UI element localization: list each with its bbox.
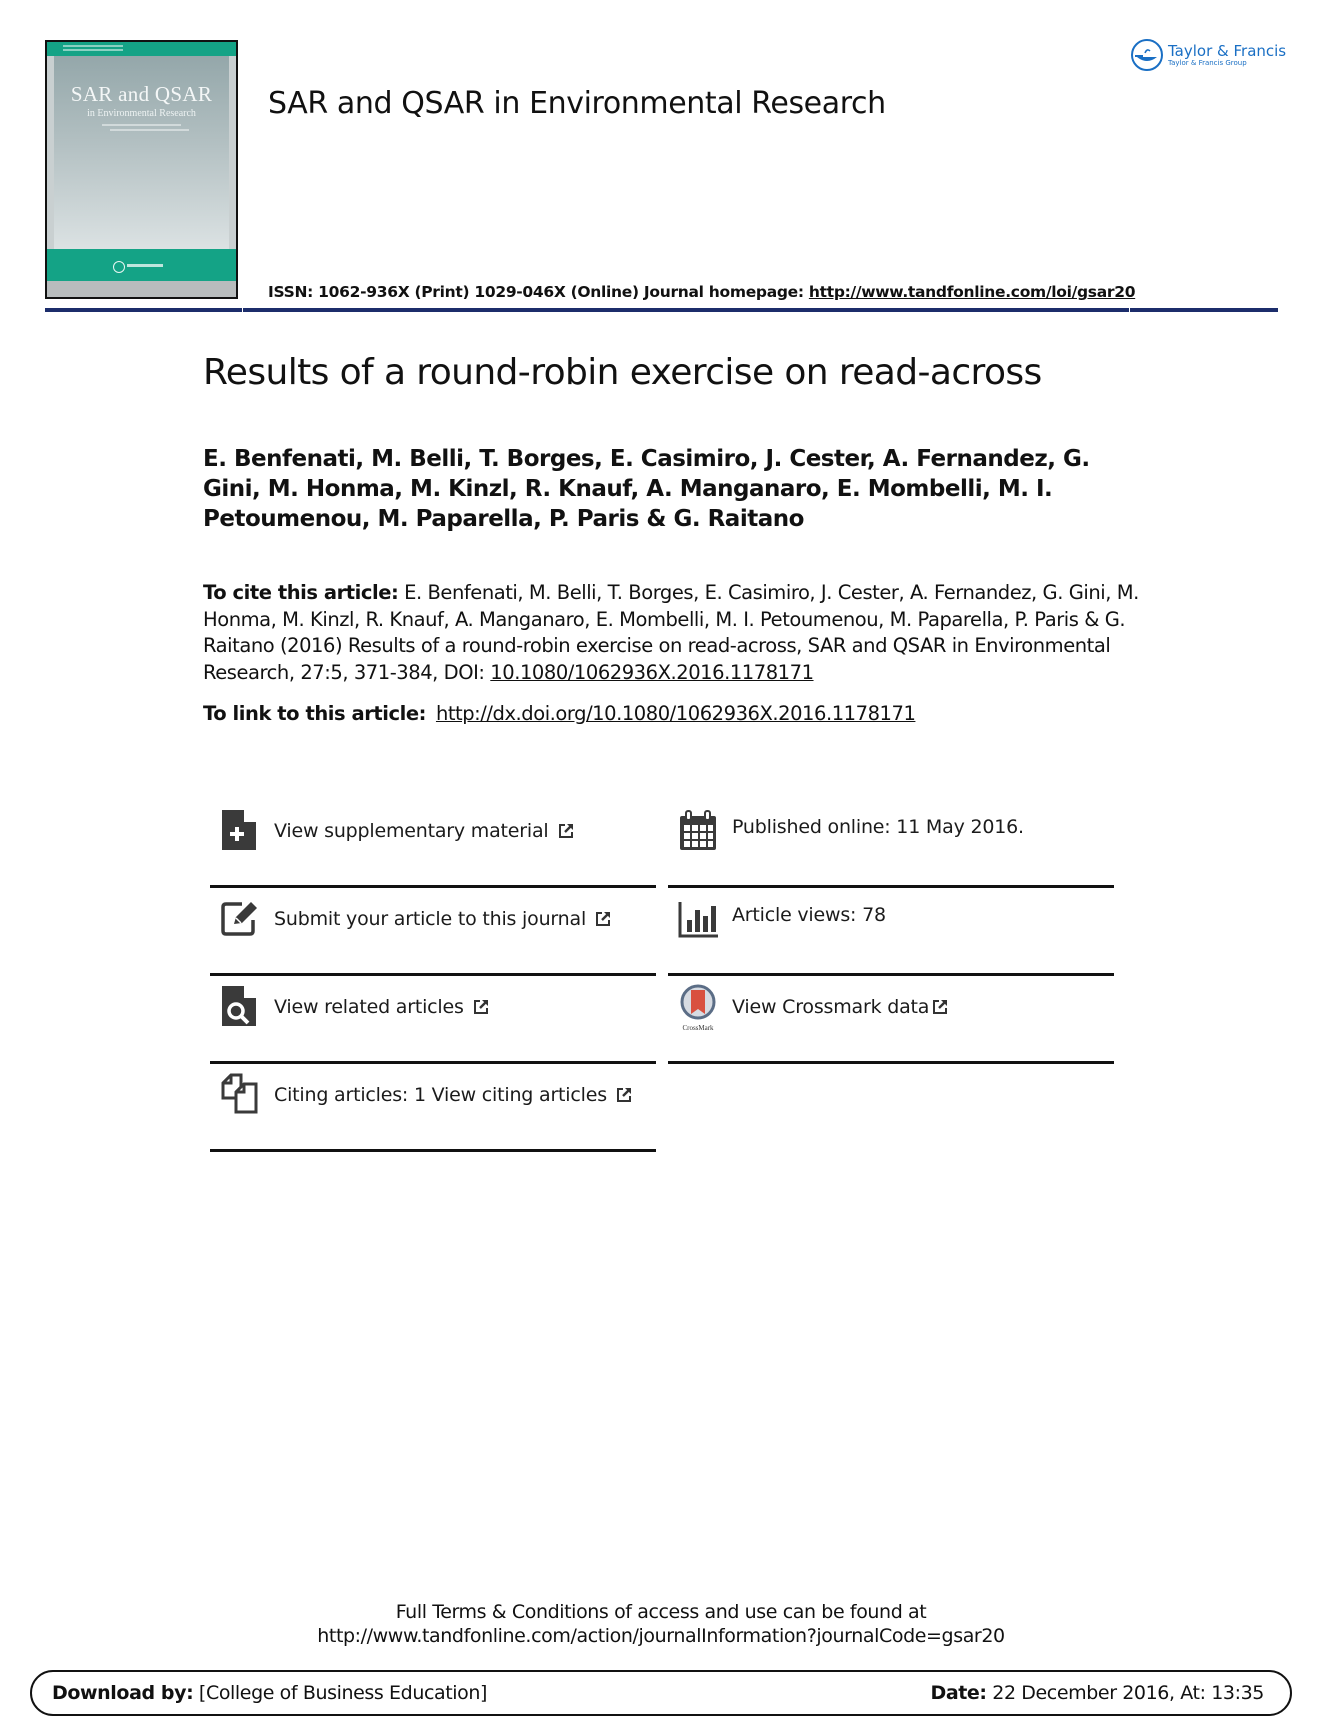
cover-subtitle: in Environmental Research	[87, 108, 196, 119]
crossmark-label: View Crossmark data	[732, 996, 930, 1018]
publisher-name: Taylor & Francis	[1168, 41, 1287, 60]
header-rule	[45, 308, 242, 312]
views-label: Article views: 78	[732, 904, 886, 926]
terms-line: Full Terms & Conditions of access and use can be found at	[395, 1601, 927, 1623]
header-rule	[1130, 308, 1278, 312]
cover-bottom-band	[47, 249, 236, 281]
external-link-icon	[594, 910, 612, 928]
cover-top-band	[47, 42, 236, 56]
article-title: Results of a round-robin exercise on read-across	[203, 352, 1042, 393]
external-link-icon	[615, 1086, 633, 1104]
journal-cover-image	[45, 40, 238, 299]
crossmark-icon	[678, 984, 718, 1032]
article-url-link[interactable]: http://dx.doi.org/10.1080/1062936X.2016.1178171	[435, 702, 916, 725]
bar-chart-icon	[678, 896, 718, 940]
cover-editor-lines	[102, 124, 181, 126]
submit-article-link[interactable]	[210, 888, 656, 976]
file-plus-icon	[220, 808, 260, 852]
download-info-bar	[30, 1670, 1292, 1716]
issn-line	[268, 283, 1135, 301]
cover-foot	[47, 281, 236, 297]
external-link-icon	[557, 822, 575, 840]
journal-homepage-link[interactable]: http://www.tandfonline.com/loi/gsar20	[808, 283, 1136, 301]
crossmark-link[interactable]	[668, 976, 1114, 1064]
date-label: Date:	[930, 1682, 987, 1704]
link-label: To link to this article:	[203, 702, 426, 725]
cite-label: To cite this article:	[203, 581, 399, 604]
citing-articles-link[interactable]	[210, 1064, 656, 1152]
supplementary-label: View supplementary material	[274, 820, 549, 842]
article-authors: E. Benfenati, M. Belli, T. Borges, E. Casimiro, J. Cester, A. Fernandez, G. Gini, M. Honma, M. Kinzl, R. Knauf, A. Manganaro, E. Mombelli, M. I. Petoumenou, M. Paparella, P. Paris & G. Raitano	[203, 446, 1090, 532]
header-rule	[243, 308, 1129, 312]
cover-title: SAR and QSAR	[70, 82, 213, 106]
download-by	[52, 1682, 487, 1704]
journal-title: SAR and QSAR in Environmental Research	[268, 86, 886, 121]
submit-label: Submit your article to this journal	[274, 908, 587, 930]
related-articles-link[interactable]	[210, 976, 656, 1064]
terms-url[interactable]: http://www.tandfonline.com/action/journalInformation?journalCode=gsar20	[317, 1625, 1005, 1647]
date-value: 22 December 2016, At: 13:35	[986, 1682, 1264, 1704]
publisher-group: Taylor & Francis Group	[1168, 58, 1247, 67]
file-search-icon	[220, 984, 260, 1028]
article-views-info	[668, 888, 1114, 976]
citation-block	[203, 580, 1143, 686]
citing-label: Citing articles: 1 View citing articles	[274, 1084, 607, 1106]
related-label: View related articles	[274, 996, 464, 1018]
external-link-icon	[931, 998, 949, 1016]
download-value: [College of Business Education]	[193, 1682, 488, 1704]
download-label: Download by:	[52, 1682, 194, 1704]
terms-notice	[0, 1600, 1322, 1648]
article-link-line	[203, 702, 915, 725]
supplementary-material-link[interactable]	[210, 800, 656, 888]
published-online-info	[668, 800, 1114, 888]
external-link-icon	[472, 998, 490, 1016]
doi-link[interactable]: 10.1080/1062936X.2016.1178171	[490, 660, 814, 684]
cite-text: E. Benfenati, M. Belli, T. Borges, E. Casimiro, J. Cester, A. Fernandez, G. Gini, M. Honma, M. Kinzl, R. Knauf, A. Manganaro, E. Mombelli, M. I. Petoumenou, M. Paparella, P. Paris & G. Raitano (2016) Results of a round-robin exercise on read-across, SAR and QSAR in Environmental Research, 27:5, 371-384, DOI:	[203, 581, 1139, 684]
publisher-logo	[1130, 38, 1286, 72]
divider	[668, 1061, 1114, 1064]
calendar-icon	[678, 808, 718, 852]
download-date	[930, 1682, 1264, 1704]
published-label: Published online: 11 May 2016.	[732, 816, 1024, 838]
copy-documents-icon	[220, 1072, 260, 1116]
divider	[210, 1149, 656, 1152]
edit-icon	[220, 896, 260, 940]
svg-text:CrossMark: CrossMark	[682, 1024, 714, 1032]
issn-text: ISSN: 1062-936X (Print) 1029-046X (Online) Journal homepage:	[268, 283, 809, 301]
lamp-in-circle-icon	[1130, 38, 1164, 72]
